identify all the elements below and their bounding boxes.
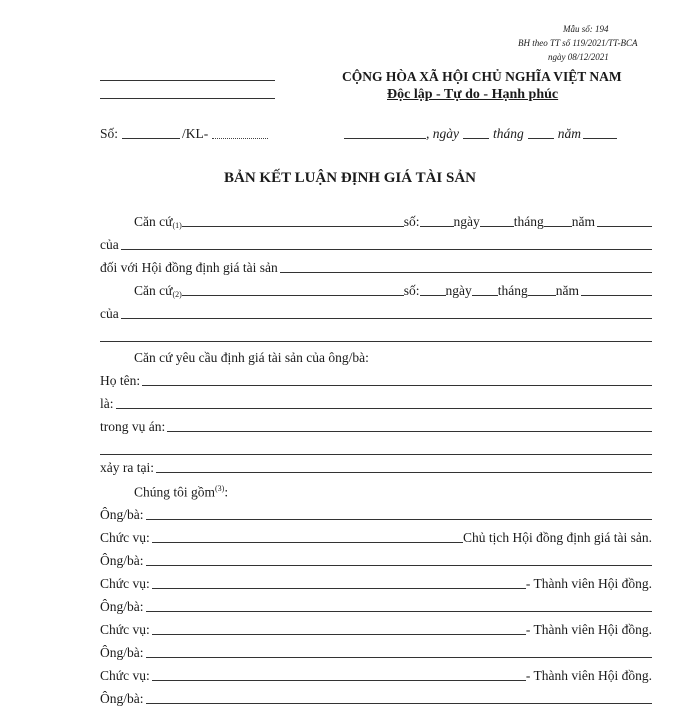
document-title: BẢN KẾT LUẬN ĐỊNH GIÁ TÀI SẢN: [224, 170, 476, 186]
thanh-vien-text-2: - Thành viên Hội đồng.: [525, 622, 652, 637]
member-2-position-row: Chức vụ: - Thành viên Hội đồng.: [100, 576, 652, 591]
member-3-name-row: Ông/bà:: [100, 599, 652, 615]
motto: Độc lập - Tự do - Hạnh phúc: [387, 87, 559, 102]
member-2-name-row: Ông/bà:: [100, 553, 652, 569]
ref-number-line: [100, 126, 268, 142]
member-1-name-row: Ông/bà:: [100, 507, 652, 523]
ho-ten-row: Họ tên:: [100, 373, 652, 389]
member-5-name-row: Ông/bà:: [100, 691, 652, 707]
kl-label: /KL-: [182, 126, 209, 141]
thanh-vien-text-1: - Thành viên Hội đồng.: [525, 576, 652, 591]
agency-line-1: [100, 80, 275, 81]
blank-line-cua-2: [100, 341, 652, 342]
ngay-label: , ngày: [426, 126, 459, 141]
place-date-line: [344, 126, 617, 142]
member-4-name-row: Ông/bà:: [100, 645, 652, 661]
agency-line-2: [100, 98, 275, 99]
so-label: Số:: [100, 126, 119, 141]
nation-header: CỘNG HÒA XÃ HỘI CHỦ NGHĨA VIỆT NAM: [342, 69, 622, 84]
can-cu-1-row: Căn cứ $_{(1)}$ số: ngày tháng năm: [134, 214, 652, 230]
can-cu-yeu-cau: Căn cứ yêu cầu định giá tài sản của ông/bà:: [134, 350, 369, 365]
doi-voi-row: đối với Hội đồng định giá tài sản: [100, 260, 652, 276]
form-number: Mẫu số: 194: [563, 24, 609, 34]
thanh-vien-text-3: - Thành viên Hội đồng.: [525, 668, 652, 683]
nam-label: năm: [557, 126, 582, 141]
form-date: ngày 08/12/2021: [548, 52, 609, 62]
la-row: là:: [100, 396, 652, 412]
form-issued-by: BH theo TT số 119/2021/TT-BCA: [518, 38, 638, 48]
blank-line-vu-an: [100, 454, 652, 455]
cua-1-row: của: [100, 237, 652, 253]
thang-label: tháng: [493, 126, 524, 141]
trong-vu-an-row: trong vụ án:: [100, 419, 652, 435]
chu-tich-text: Chủ tịch Hội đồng định giá tài sản.: [463, 530, 652, 545]
cua-2-row: của: [100, 306, 652, 322]
xay-ra-tai-row: xảy ra tại:: [100, 460, 652, 476]
member-3-position-row: Chức vụ: - Thành viên Hội đồng.: [100, 622, 652, 637]
can-cu-2-row: Căn cứ $_{(2)}$ số: ngày tháng năm: [134, 283, 652, 299]
member-1-position-row: Chức vụ: Chủ tịch Hội đồng định giá tài sản.: [100, 530, 652, 545]
chung-toi-gom: Chúng tôi gồm$^{(3)}$:: [134, 484, 229, 500]
member-4-position-row: Chức vụ: - Thành viên Hội đồng.: [100, 668, 652, 683]
